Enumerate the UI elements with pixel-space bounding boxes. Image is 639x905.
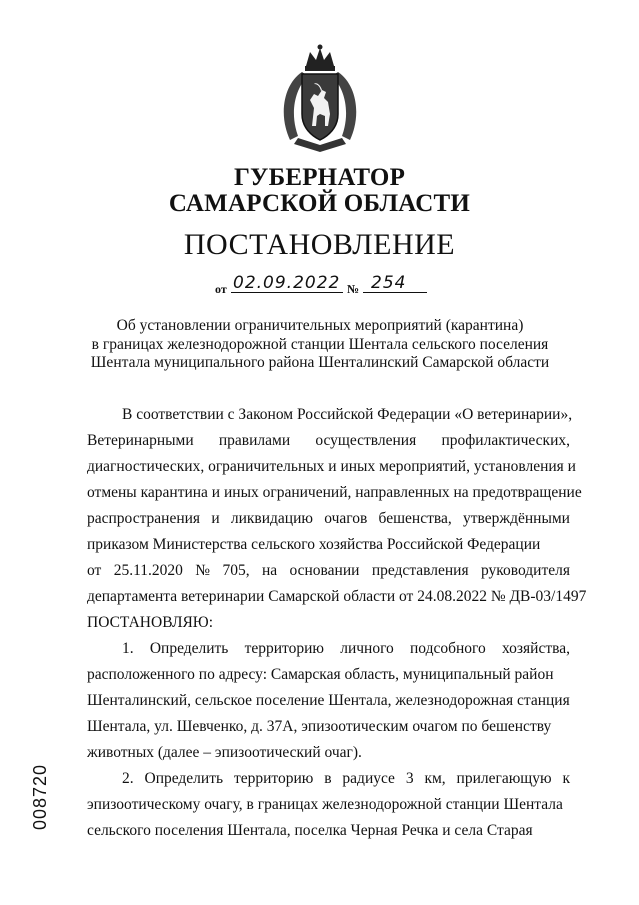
- samara-coat-of-arms-icon: [272, 44, 368, 154]
- document-type: ПОСТАНОВЛЕНИЕ: [183, 228, 456, 261]
- handwritten-number: 254: [371, 273, 407, 293]
- word: осуществления: [315, 432, 417, 449]
- decree-resolve-word: ПОСТАНОВЛЯЮ:: [87, 614, 214, 631]
- issuer-title-line2: САМАРСКОЙ ОБЛАСТИ: [168, 190, 471, 217]
- archive-number-text: 008720: [30, 763, 50, 830]
- body-line: В соответствии с Законом Российской Федерации «О ветеринарии»,: [122, 406, 573, 423]
- word: Определить: [149, 640, 229, 657]
- word: личного: [340, 640, 394, 657]
- body-line: [87, 558, 570, 584]
- word: в: [324, 770, 332, 787]
- word: км,: [424, 770, 446, 787]
- word: радиусе: [342, 770, 395, 787]
- word: на: [261, 562, 278, 579]
- word: и: [211, 510, 220, 527]
- body-line: сельского поселения Шентала, поселка Черная Речка и села Старая: [87, 822, 533, 839]
- item-number: 2.: [122, 770, 134, 787]
- decree-body: [87, 402, 587, 844]
- archive-number: [28, 763, 54, 830]
- word: Ветеринарными: [87, 432, 194, 449]
- word: прилегающую: [456, 770, 552, 787]
- word: ликвидацию: [230, 510, 313, 527]
- word: №: [195, 562, 211, 579]
- body-line: расположенного по адресу: Самарская область, муниципальный район: [87, 666, 554, 683]
- item-number: 1.: [122, 640, 134, 657]
- date-number-line: [215, 273, 455, 298]
- body-line: [87, 636, 570, 662]
- word: бешенства,: [378, 510, 452, 527]
- date-prefix: от: [215, 282, 227, 296]
- word: правилами: [218, 432, 291, 449]
- word: к: [562, 770, 570, 787]
- body-line: отмены карантина и иных ограничений, направленных на предотвращение: [87, 484, 582, 501]
- handwritten-date: 02.09.2022: [233, 273, 341, 293]
- body-line: животных (далее – эпизоотический очаг).: [87, 744, 362, 761]
- issuer-title-line1: ГУБЕРНАТОР: [233, 164, 406, 191]
- word: 705,: [222, 562, 250, 579]
- decree-subject: [60, 317, 580, 373]
- number-sign: №: [347, 282, 360, 296]
- body-line: диагностических, ограничительных и иных мероприятий, установления и: [87, 458, 576, 475]
- word: территорию: [233, 770, 314, 787]
- subject-line: Об установлении ограничительных мероприятий (карантина): [116, 317, 524, 334]
- word: профилактических,: [441, 432, 570, 449]
- word: территорию: [244, 640, 324, 657]
- word: распространения: [87, 510, 201, 527]
- word: представления: [371, 562, 469, 579]
- word: Определить: [144, 770, 224, 787]
- word: хозяйства,: [501, 640, 570, 657]
- body-line: [87, 428, 570, 454]
- body-line: Шентала, ул. Шевченко, д. 37А, эпизоотическим очагом по бешенству: [87, 718, 552, 735]
- body-line: [87, 506, 570, 532]
- subject-line: в границах железнодорожной станции Шентала сельского поселения: [91, 335, 549, 353]
- word: 3: [405, 770, 414, 787]
- body-line: эпизоотическому очагу, в границах железнодорожной станции Шентала: [87, 796, 563, 813]
- word: руководителя: [480, 562, 570, 579]
- body-line: департамента ветеринарии Самарской области от 24.08.2022 № ДВ-03/1497: [87, 588, 587, 605]
- word: утверждёнными: [463, 510, 570, 527]
- body-line: Шенталинский, сельское поселение Шентала, железнодорожная станция: [87, 692, 570, 709]
- body-line: приказом Министерства сельского хозяйства Российской Федерации: [87, 536, 541, 553]
- word: основании: [289, 562, 360, 579]
- body-line: [87, 766, 570, 792]
- word: 25.11.2020: [113, 562, 183, 579]
- subject-line: Шентала муниципального района Шенталинский Самарской области: [90, 354, 550, 371]
- word: подсобного: [410, 640, 486, 657]
- word: от: [87, 562, 102, 579]
- word: очагов: [324, 510, 368, 527]
